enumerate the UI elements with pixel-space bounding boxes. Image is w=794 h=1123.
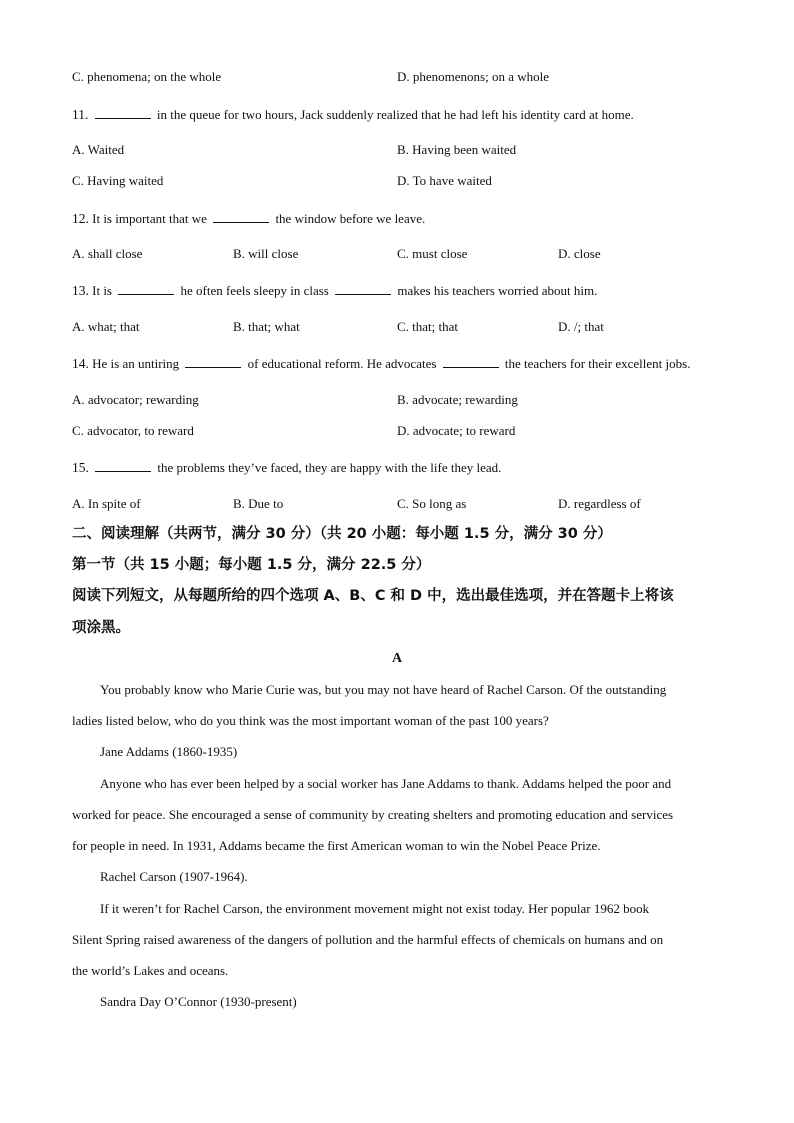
q14-stem (72, 355, 690, 372)
q12-stem-before: It is important that we (92, 211, 207, 226)
section-instruction-line2: 项涂黑。 (72, 620, 130, 636)
q12-option-c: C. must close (397, 246, 468, 261)
q14-option-d: D. advocate; to reward (397, 423, 516, 438)
q12-blank (213, 210, 269, 223)
q12-option-b: B. will close (233, 246, 299, 261)
passage-title: A (391, 651, 403, 666)
q11-number: 11. (72, 107, 89, 122)
q11-option-b: B. Having been waited (397, 142, 517, 157)
q11-stem (72, 106, 634, 123)
q13-option-d: D. /; that (558, 319, 604, 334)
q13-stem (72, 282, 597, 299)
q14-option-b: B. advocate; rewarding (397, 392, 518, 407)
section-heading: 二、阅读理解（共两节，满分 30 分）（共 20 小题：每小题 1.5 分，满分 30 分） (72, 526, 612, 542)
q12-stem-after: the window before we leave. (275, 211, 426, 226)
p2-line3: the world’s Lakes and oceans. (72, 963, 229, 978)
q15-option-b: B. Due to (233, 496, 284, 511)
q14-blank-2 (443, 355, 499, 368)
person-heading-2: Rachel Carson (1907-1964). (100, 869, 248, 884)
q13-stem-part2: he often feels sleepy in class (180, 283, 329, 298)
person-heading-1: Jane Addams (1860-1935) (100, 744, 238, 759)
q13-option-b: B. that; what (233, 319, 300, 334)
q13-option-a: A. what; that (72, 319, 140, 334)
section-instruction-line1: 阅读下列短文，从每题所给的四个选项 A、B、C 和 D 中，选出最佳选项，并在答题卡上将该 (72, 588, 674, 604)
q15-number: 15. (72, 460, 89, 475)
q12-option-a: A. shall close (72, 246, 143, 261)
q13-blank-1 (118, 282, 174, 295)
passage-intro-line1: You probably know who Marie Curie was, but you may not have heard of Rachel Carson. Of the outstanding (100, 682, 667, 697)
q12-number: 12. (72, 211, 89, 226)
q11-stem-text: in the queue for two hours, Jack suddenly realized that he had left his identity card at home. (156, 107, 634, 122)
q14-stem-part2: of educational reform. He advocates (247, 356, 437, 371)
q14-stem-part3: the teachers for their excellent jobs. (504, 356, 691, 371)
q11-option-c: C. Having waited (72, 173, 164, 188)
p1-line1: Anyone who has ever been helped by a social worker has Jane Addams to thank. Addams helped the poor and (100, 776, 672, 791)
p1-line3: for people in need. In 1931, Addams became the first American woman to win the Nobel Peace Prize. (72, 838, 601, 853)
q11-blank (95, 106, 151, 119)
q13-option-c: C. that; that (397, 319, 459, 334)
person-heading-3: Sandra Day O’Connor (1930-present) (100, 994, 297, 1009)
p1-line2: worked for peace. She encouraged a sense of community by creating shelters and promoting education and services (72, 807, 674, 822)
q10-option-c: C. phenomena; on the whole (72, 69, 222, 84)
q15-option-c: C. So long as (397, 496, 467, 511)
q11-option-d: D. To have waited (397, 173, 492, 188)
q15-option-d: D. regardless of (558, 496, 641, 511)
q12-stem (72, 210, 425, 227)
p2-line1: If it weren’t for Rachel Carson, the environment movement might not exist today. Her popular 1962 book (100, 901, 650, 916)
q14-blank-1 (185, 355, 241, 368)
p2-line2: Silent Spring raised awareness of the dangers of pollution and the harmful effects of chemicals on humans and on (72, 932, 664, 947)
q13-blank-2 (335, 282, 391, 295)
q11-option-a: A. Waited (72, 142, 125, 157)
q13-stem-part3: makes his teachers worried about him. (397, 283, 598, 298)
q13-number: 13. (72, 283, 89, 298)
q14-option-c: C. advocator, to reward (72, 423, 194, 438)
q14-stem-part1: He is an untiring (92, 356, 180, 371)
q10-option-d: D. phenomenons; on a whole (397, 69, 550, 84)
passage-intro-line2: ladies listed below, who do you think was the most important woman of the past 100 years? (72, 713, 549, 728)
section-part-heading: 第一节（共 15 小题；每小题 1.5 分，满分 22.5 分） (72, 557, 431, 573)
q15-option-a: A. In spite of (72, 496, 141, 511)
q15-stem (72, 459, 501, 476)
q14-option-a: A. advocator; rewarding (72, 392, 199, 407)
q12-option-d: D. close (558, 246, 601, 261)
q15-stem-text: the problems they’ve faced, they are happy with the life they lead. (157, 460, 502, 475)
q15-blank (95, 459, 151, 472)
q13-stem-part1: It is (92, 283, 112, 298)
q14-number: 14. (72, 356, 89, 371)
